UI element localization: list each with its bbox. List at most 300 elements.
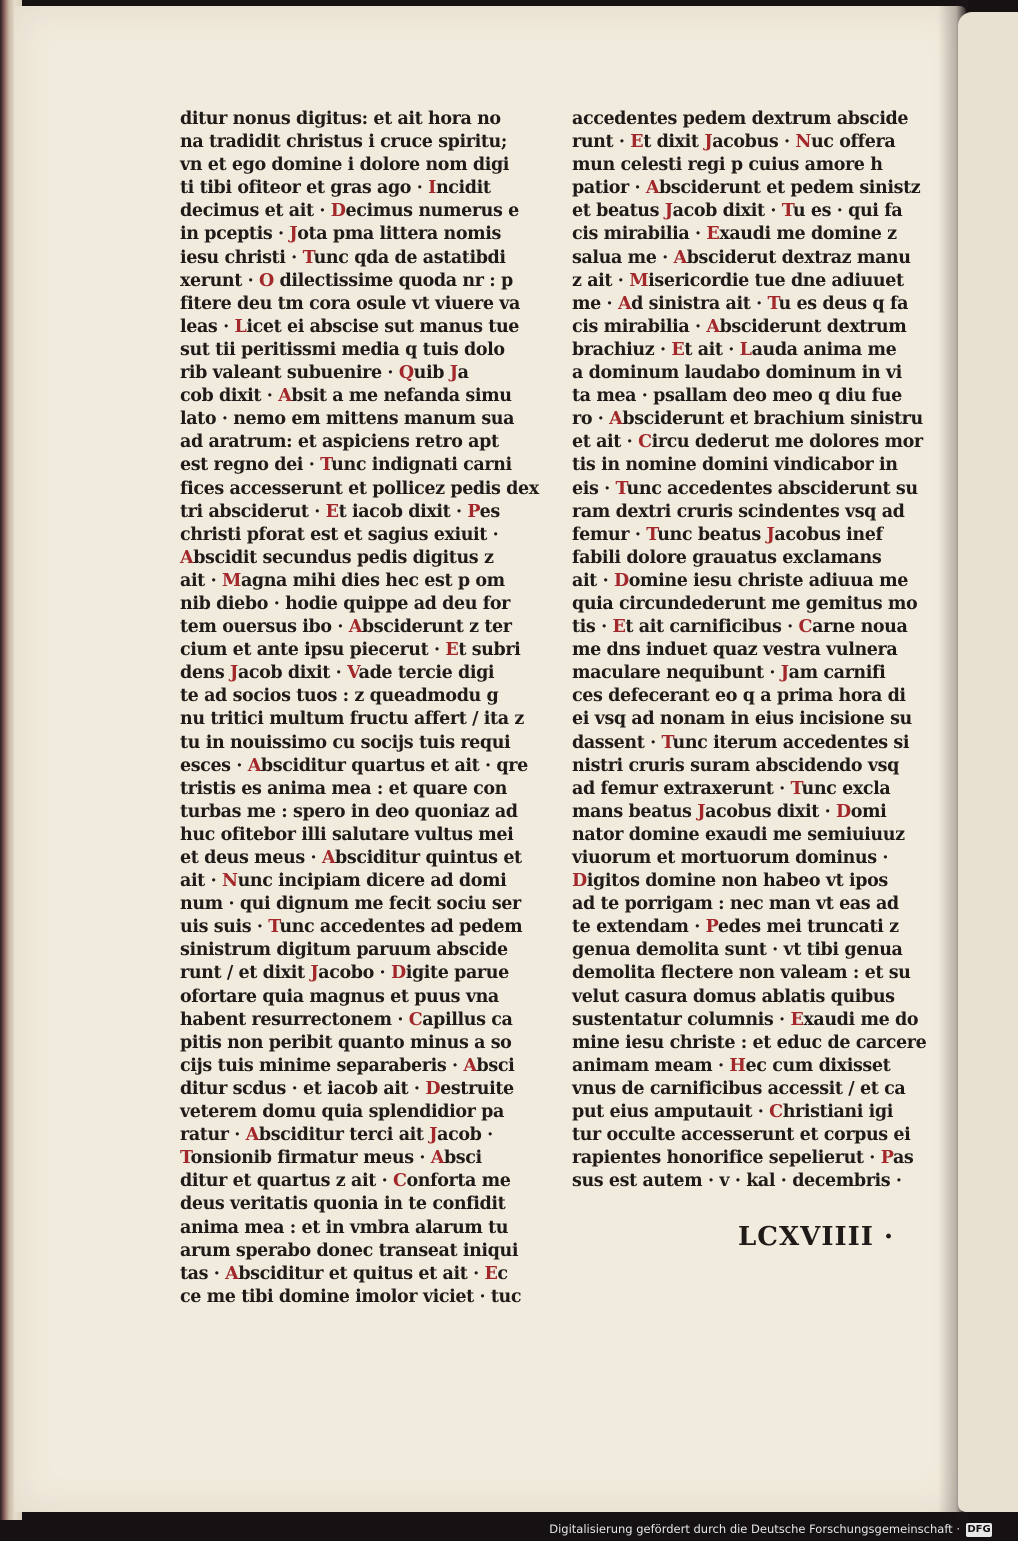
text-segment: genua demolita sunt · vt tibi genua: [572, 940, 903, 961]
text-segment: igite parue: [405, 963, 509, 984]
text-line: [180, 755, 528, 778]
text-segment: xerunt ·: [180, 270, 259, 291]
text-line: [180, 824, 520, 847]
text-segment: isericordie tue dne adiuuet: [648, 270, 904, 291]
text-line: [572, 431, 923, 454]
text-line: [180, 408, 520, 431]
text-segment: d sinistra ait ·: [631, 293, 768, 314]
text-segment: patior ·: [572, 178, 646, 199]
rubricated-initial: T: [320, 455, 332, 476]
text-line: [180, 801, 520, 824]
folio-number: LCXVIIII ·: [738, 1222, 895, 1252]
dfg-logo: DFG: [967, 1524, 991, 1535]
text-segment: anima mea : et in vmbra alarum tu: [180, 1217, 509, 1238]
text-segment: omi: [850, 801, 887, 822]
text-segment: t dixit: [643, 132, 705, 153]
text-segment: edes mei truncati z: [717, 917, 899, 938]
rubricated-initial: T: [781, 201, 793, 222]
text-segment: tem ouersus ibo ·: [180, 617, 349, 638]
text-line: [572, 1101, 902, 1124]
text-segment: esces ·: [180, 755, 248, 776]
text-line: [180, 1263, 520, 1286]
text-segment: ad aratrum: et aspiciens retro apt: [180, 432, 499, 453]
text-segment: veterem domu quia splendidior pa: [180, 1102, 504, 1123]
text-line: [572, 1009, 919, 1032]
text-line: [180, 454, 520, 477]
text-segment: rib valeant subuenire ·: [180, 363, 399, 384]
text-line: [572, 1055, 902, 1078]
text-segment: et beatus: [572, 201, 665, 222]
rubricated-initial: A: [463, 1055, 477, 1076]
text-segment: as: [892, 1148, 914, 1169]
text-line: [180, 1147, 520, 1170]
text-segment: cob dixit ·: [180, 386, 279, 407]
text-line: [180, 1240, 520, 1263]
rubricated-initial: J: [230, 663, 238, 684]
text-segment: runt ·: [572, 132, 631, 153]
text-segment: tri absciderut ·: [180, 501, 326, 522]
text-line: [572, 986, 902, 1009]
funding-credit: Digitalisierung gefördert durch die Deutsche Forschungsgemeinschaft ·: [549, 1522, 960, 1536]
text-segment: cijs tuis minime separaberis ·: [180, 1055, 464, 1076]
text-segment: es: [479, 501, 500, 522]
rubricated-initial: E: [325, 501, 339, 522]
rubricated-initial: D: [390, 963, 406, 984]
text-segment: nu tritici multum fructu affert / ita z: [180, 709, 524, 730]
text-line: [180, 1193, 520, 1216]
text-segment: runt / et dixit: [180, 963, 311, 984]
text-segment: unc qda de astatibdi: [313, 247, 506, 268]
text-segment: put eius amputauit ·: [572, 1102, 770, 1123]
text-segment: et deus meus ·: [180, 848, 322, 868]
text-line: [180, 1217, 520, 1240]
text-segment: icet ei abscise sut manus tue: [246, 316, 519, 337]
text-line: [572, 616, 908, 639]
rubricated-initial: T: [661, 732, 673, 753]
text-segment: dassent ·: [572, 732, 662, 753]
text-line: [180, 223, 520, 246]
text-segment: xaudi me domine z: [719, 224, 897, 245]
text-segment: unc indignati carni: [331, 455, 512, 476]
text-segment: ti tibi ofiteor et gras ago ·: [180, 178, 429, 199]
text-line: [572, 454, 902, 477]
text-line: [180, 593, 520, 616]
text-line: [180, 431, 520, 454]
text-segment: quia circundederunt me gemitus mo: [572, 593, 918, 614]
text-line: [180, 177, 520, 200]
rubricated-initial: L: [739, 339, 752, 360]
text-line: [572, 293, 909, 316]
text-segment: t ait ·: [684, 339, 740, 360]
rubricated-initial: A: [247, 755, 261, 776]
text-line: [180, 847, 520, 870]
text-line: [180, 1009, 520, 1032]
text-segment: bsciditur quartus et ait · qre: [260, 755, 528, 776]
text-line: [180, 962, 520, 985]
text-line: [572, 939, 902, 962]
text-segment: mun celesti regi p cuius amore h: [572, 155, 883, 176]
text-segment: turbas me : spero in deo quoniaz ad: [180, 801, 518, 822]
text-segment: habent resurrectonem ·: [180, 1009, 409, 1030]
rubricated-initial: C: [798, 617, 813, 638]
text-segment: animam meam ·: [572, 1055, 730, 1076]
text-segment: hristiani igi: [782, 1102, 894, 1123]
text-segment: dilectissime quoda nr : p: [273, 270, 513, 291]
text-line: [180, 1101, 520, 1124]
text-segment: ota pma littera nomis: [297, 224, 501, 245]
text-segment: tas ·: [180, 1263, 226, 1284]
text-segment: num · qui dignum me fecit sociu ser: [180, 894, 521, 915]
rubricated-initial: N: [221, 871, 238, 892]
text-segment: bsciditur quintus et: [335, 848, 522, 868]
text-line: [572, 893, 902, 916]
rubricated-initial: A: [348, 617, 362, 638]
text-segment: bsci: [443, 1148, 482, 1169]
text-line: [572, 524, 902, 547]
text-segment: uib: [413, 363, 450, 384]
text-line: [180, 1170, 520, 1193]
text-line: [180, 916, 523, 939]
text-segment: onforta me: [406, 1171, 511, 1192]
text-segment: estruite: [440, 1078, 514, 1099]
text-line: [180, 478, 539, 501]
text-line: [572, 593, 918, 616]
text-segment: tis in nomine domini vindicabor in: [572, 455, 898, 476]
text-line: [572, 200, 902, 223]
text-segment: et ait ·: [572, 432, 639, 453]
text-segment: bsciderut dextraz manu: [686, 247, 911, 268]
text-line: [180, 639, 520, 662]
text-line: [180, 293, 520, 316]
text-line: [572, 662, 902, 685]
text-segment: in pceptis ·: [180, 224, 290, 245]
rubricated-initial: C: [392, 1171, 407, 1192]
rubricated-initial: M: [221, 570, 241, 591]
rubricated-initial: J: [766, 524, 775, 545]
rubricated-initial: C: [769, 1102, 783, 1123]
text-segment: sut tii peritissmi media q tuis dolo: [180, 339, 505, 360]
text-segment: velut casura domus ablatis quibus: [572, 986, 895, 1007]
text-segment: arne noua: [812, 617, 908, 638]
rubricated-initial: D: [425, 1078, 441, 1099]
text-segment: ofortare quia magnus et puus vna: [180, 986, 499, 1007]
text-segment: ditur nonus digitus: et ait hora no: [180, 109, 501, 129]
text-line: [572, 639, 902, 662]
rubricated-initial: P: [705, 917, 718, 938]
text-segment: mans beatus: [572, 801, 698, 822]
text-line: [180, 339, 520, 362]
rubricated-initial: T: [268, 917, 280, 938]
text-segment: unc accedentes ad pedem: [279, 917, 523, 938]
rubricated-initial: E: [484, 1263, 498, 1284]
text-line: [180, 616, 520, 639]
text-line: [180, 939, 520, 962]
text-segment: arum sperabo donec transeat iniqui: [180, 1240, 519, 1261]
text-line: [180, 708, 524, 731]
text-segment: eis ·: [572, 478, 616, 499]
text-segment: te extendam ·: [572, 917, 706, 938]
text-segment: fabili dolore grauatus exclamans: [572, 547, 882, 568]
rubricated-initial: J: [664, 201, 673, 222]
text-line: [572, 870, 902, 893]
rubricated-initial: I: [428, 178, 436, 199]
text-segment: cis mirabilia ·: [572, 316, 707, 337]
text-segment: tur occulte accesserunt et corpus ei: [572, 1125, 911, 1146]
text-segment: agna mihi dies hec est p om: [240, 570, 505, 591]
text-line: [180, 270, 520, 293]
text-segment: unc excla: [801, 778, 891, 799]
text-segment: ta mea · psallam deo meo q diu fue: [572, 386, 902, 407]
text-segment: ad te porrigam : nec man vt eas ad: [572, 894, 899, 915]
text-line: [180, 685, 520, 708]
rubricated-initial: A: [645, 178, 660, 199]
text-segment: ade tercie digi: [358, 663, 495, 684]
text-segment: me dns induet quaz vestra vulnera: [572, 640, 898, 661]
text-line: [180, 247, 520, 270]
text-segment: te ad socios tuos : z queadmodu g: [180, 686, 499, 707]
text-line: [180, 1055, 520, 1078]
text-segment: u es deus q fa: [778, 293, 909, 314]
text-segment: acobo ·: [318, 963, 391, 984]
text-segment: apillus ca: [422, 1009, 513, 1030]
text-segment: decimus et ait ·: [180, 201, 331, 222]
text-line: [180, 501, 520, 524]
text-segment: t iacob dixit ·: [338, 501, 468, 522]
text-segment: mine iesu christe : et educ de carcere: [572, 1032, 927, 1053]
text-segment: tristis es anima mea : et quare con: [180, 778, 507, 799]
text-line: [572, 247, 911, 270]
text-segment: omine iesu christe adiuua me: [628, 570, 908, 591]
rubricated-initial: T: [790, 778, 802, 799]
text-segment: deus veritatis quonia in te confidit: [180, 1194, 506, 1215]
text-segment: huc ofitebor illi salutare vultus mei: [180, 824, 514, 845]
rubricated-initial: J: [449, 363, 458, 384]
text-segment: christi pforat est et sagius exiuit ·: [180, 524, 499, 545]
rubricated-initial: A: [278, 386, 292, 407]
text-segment: rapientes honorifice sepelierut ·: [572, 1148, 881, 1169]
text-line: [180, 1032, 520, 1055]
text-segment: ei vsq ad nonam in eius incisione su: [572, 709, 912, 730]
rubricated-initial: H: [729, 1055, 746, 1076]
text-segment: brachiuz ·: [572, 339, 672, 360]
rubricated-initial: A: [609, 409, 623, 430]
text-line: [572, 962, 911, 985]
rubricated-initial: L: [234, 316, 247, 337]
text-line: [572, 223, 902, 246]
rubricated-initial: A: [617, 293, 632, 314]
rubricated-initial: E: [706, 224, 720, 245]
rubricated-initial: A: [180, 547, 194, 568]
text-segment: bsciderunt z ter: [361, 617, 512, 638]
text-segment: a: [457, 363, 469, 384]
text-line: [180, 524, 520, 547]
left-text-column: [180, 108, 539, 1309]
text-line: [572, 339, 902, 362]
text-line: [572, 1032, 927, 1055]
right-text-column: [572, 108, 927, 1193]
text-segment: c: [497, 1263, 508, 1284]
text-segment: auda anima me: [751, 339, 897, 360]
text-line: [180, 778, 520, 801]
text-line: [572, 362, 902, 385]
text-line: [180, 893, 520, 916]
text-line: [572, 408, 923, 431]
text-segment: salua me ·: [572, 247, 674, 268]
text-line: [572, 847, 902, 870]
text-segment: vn et ego domine i dolore nom digi: [180, 155, 510, 176]
text-segment: nistri cruris suram abscidendo vsq: [572, 755, 899, 776]
text-line: [572, 154, 902, 177]
text-segment: ce me tibi domine imolor viciet · tuc: [180, 1286, 522, 1307]
text-line: [180, 1078, 520, 1101]
text-line: [572, 547, 902, 570]
text-segment: bsciditur et quitus et ait ·: [238, 1263, 485, 1284]
text-segment: tu in nouissimo cu socijs tuis requi: [180, 732, 511, 753]
text-line: [180, 1286, 520, 1309]
text-line: [572, 570, 908, 593]
text-segment: ratur ·: [180, 1125, 246, 1146]
text-line: [572, 316, 907, 339]
text-segment: ncidit: [435, 178, 491, 199]
rubricated-initial: E: [612, 617, 626, 638]
text-segment: bsciderunt et brachium sinistru: [622, 409, 923, 430]
text-segment: bsciderunt et pedem sinistz: [659, 178, 921, 199]
text-segment: est regno dei ·: [180, 455, 321, 476]
text-segment: ram dextri cruris scindentes vsq ad: [572, 501, 905, 522]
text-segment: ait ·: [180, 570, 222, 591]
text-line: [180, 570, 520, 593]
text-line: [572, 685, 906, 708]
rubricated-initial: T: [615, 478, 627, 499]
text-segment: femur ·: [572, 524, 647, 545]
text-segment: z ait ·: [572, 270, 630, 291]
rubricated-initial: E: [790, 1009, 804, 1030]
text-segment: bscidit secundus pedis digitus z: [193, 547, 494, 568]
rubricated-initial: A: [245, 1125, 259, 1146]
text-line: [572, 778, 902, 801]
text-segment: dens: [180, 663, 231, 684]
text-segment: ait ·: [180, 871, 222, 892]
text-segment: bsciditur terci ait: [258, 1125, 430, 1146]
text-line: [180, 385, 520, 408]
text-line: [180, 547, 520, 570]
text-segment: ro ·: [572, 409, 610, 430]
text-line: [180, 1124, 520, 1147]
text-segment: acobus ·: [712, 132, 796, 153]
text-line: [180, 732, 520, 755]
text-segment: cis mirabilia ·: [572, 224, 707, 245]
text-line: [572, 385, 902, 408]
text-segment: igitos domine non habeo vt ipos: [586, 871, 888, 892]
text-segment: bsit a me nefanda simu: [291, 386, 512, 407]
text-segment: ces defecerant eo q a prima hora di: [572, 686, 906, 707]
text-segment: bsciderunt dextrum: [719, 316, 907, 337]
text-line: [572, 708, 912, 731]
text-line: [572, 755, 902, 778]
text-segment: acobus inef: [774, 524, 883, 545]
text-segment: sustentatur columnis ·: [572, 1009, 791, 1030]
text-line: [180, 200, 520, 223]
rubricated-initial: J: [310, 963, 319, 984]
rubricated-initial: A: [706, 316, 720, 337]
text-segment: accedentes pedem dextrum abscide: [572, 109, 909, 129]
text-line: [572, 824, 905, 847]
text-segment: ecimus numerus e: [345, 201, 519, 222]
text-line: [180, 870, 520, 893]
text-segment: tis ·: [572, 617, 613, 638]
text-segment: na tradidit christus i cruce spiritu;: [180, 132, 507, 153]
rubricated-initial: O: [259, 270, 274, 291]
rubricated-initial: T: [180, 1148, 191, 1169]
text-segment: cium et ante ipsu piecerut ·: [180, 640, 446, 661]
rubricated-initial: V: [347, 663, 359, 684]
rubricated-initial: J: [429, 1125, 438, 1146]
text-line: [572, 131, 902, 154]
footer-bar: [0, 1520, 1000, 1541]
rubricated-initial: D: [613, 570, 629, 591]
text-segment: acob ·: [437, 1125, 493, 1146]
text-segment: fices accesserunt et pollicez pedis dex: [180, 478, 539, 499]
text-line: [180, 154, 520, 177]
rubricated-initial: C: [638, 432, 652, 453]
text-segment: maculare nequibunt ·: [572, 663, 781, 684]
rubricated-initial: D: [572, 871, 587, 892]
text-segment: unc beatus: [657, 524, 767, 545]
text-segment: xaudi me do: [803, 1009, 919, 1030]
rubricated-initial: P: [467, 501, 480, 522]
text-segment: unc accedentes absciderunt su: [626, 478, 918, 499]
text-segment: unc incipiam dicere ad domi: [237, 871, 507, 892]
text-segment: leas ·: [180, 316, 235, 337]
text-segment: u es · qui fa: [792, 201, 903, 222]
text-line: [572, 270, 902, 293]
rubricated-initial: D: [835, 801, 851, 822]
text-segment: bsci: [476, 1055, 515, 1076]
text-segment: unc iterum accedentes si: [672, 732, 910, 753]
text-segment: vnus de carnificibus accessit / et ca: [572, 1078, 906, 1099]
text-segment: acob dixit ·: [237, 663, 348, 684]
text-segment: ad femur extraxerunt ·: [572, 778, 791, 799]
rubricated-initial: D: [330, 201, 346, 222]
text-segment: demolita flectere non valeam : et su: [572, 963, 911, 984]
text-segment: acobus dixit ·: [705, 801, 836, 822]
text-segment: viuorum et mortuorum dominus ·: [572, 848, 889, 868]
rubricated-initial: J: [697, 801, 706, 822]
rubricated-initial: E: [445, 640, 459, 661]
text-line: [180, 986, 520, 1009]
text-line: [180, 108, 520, 131]
ink-offset-ghost-text: [572, 1162, 902, 1183]
text-segment: fitere deu tm cora osule vt viuere va: [180, 293, 520, 314]
text-line: [572, 732, 910, 755]
rubricated-initial: M: [629, 270, 649, 291]
text-segment: uis suis ·: [180, 917, 269, 938]
text-segment: acob dixit ·: [672, 201, 782, 222]
text-line: [180, 362, 520, 385]
text-segment: t ait carnificibus ·: [625, 617, 799, 638]
text-line: [572, 1124, 911, 1147]
text-segment: ditur et quartus z ait ·: [180, 1171, 393, 1192]
text-segment: am carnifi: [788, 663, 886, 684]
text-segment: a dominum laudabo dominum in vi: [572, 363, 902, 384]
text-segment: ircu dederut me dolores mor: [651, 432, 923, 453]
text-line: [572, 801, 902, 824]
text-segment: nib diebo · hodie quippe ad deu for: [180, 593, 510, 614]
text-segment: ec cum dixisset: [745, 1055, 891, 1076]
rubricated-initial: Q: [398, 363, 414, 384]
text-segment: t subri: [458, 640, 521, 661]
text-line: [572, 177, 921, 200]
